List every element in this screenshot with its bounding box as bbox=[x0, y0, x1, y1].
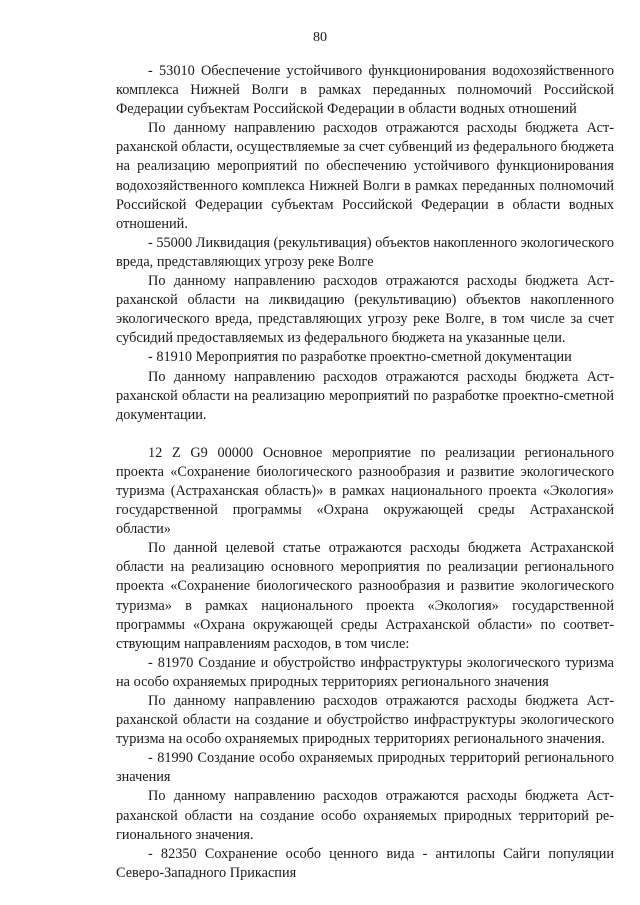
paragraph-53010-heading: - 53010 Обеспечение устойчивого функционирования водохозяйственного комплекса Нижней Волги в рамках переданных полномочий Российской Федерации субъектам Российской Федерации в области водных отношений bbox=[116, 63, 614, 118]
paragraph-81990-description: По данному направлению расходов отражаются расходы бюджета Астраханской области на создание особо охраняемых природных территорий регионального значения. bbox=[116, 788, 614, 843]
paragraph-81970-description: По данному направлению расходов отражаются расходы бюджета Астраханской области на создание и обустройство инфраструктуры экологического туризма на особо охраняемых природных территориях регионального значения. bbox=[116, 693, 614, 748]
paragraph-55000-heading: - 55000 Ликвидация (рекультивация) объектов накопленного экологического вреда, представляющих угрозу реке Волге bbox=[116, 234, 614, 270]
paragraph-81910-description: По данному направлению расходов отражаются расходы бюджета Астраханской области на реализацию мероприятий по разработке проектно-сметной документации. bbox=[116, 368, 614, 423]
document-body bbox=[116, 62, 614, 883]
paragraph-81970-heading: - 81970 Создание и обустройство инфраструктуры экологического туризма на особо охраняемых природных территориях регионального значения bbox=[116, 654, 614, 690]
paragraph-12zg9-description: По данной целевой статье отражаются расходы бюджета Астраханской области на реализацию основного мероприятия по реализации регионального проекта «Сохранение биологического разнообразия и развитие экологического туризма» в рамках национального проекта «Экология» государственной программы «Охрана окружающей среды Астраханской области» по соответствующим направлениям расходов, в том числе: bbox=[116, 540, 614, 652]
paragraph-12zg9-heading: 12 Z G9 00000 Основное мероприятие по реализации регионального проекта «Сохранение биологического разнообразия и развитие экологического туризма (Астраханская область)» в рамках национального проекта «Экология» государственной программы «Охрана окружающей среды Астраханской области» bbox=[116, 444, 614, 538]
paragraph-53010-description: По данному направлению расходов отражаются расходы бюджета Астраханской области, осуществляемые за счет субвенций из федерального бюджета на реализацию мероприятий по обеспечению устойчивого функционирования водохозяйственного комплекса Нижней Волги в рамках переданных полномочий Российской Федерации субъектам Российской Федерации в области водных отношений. bbox=[116, 120, 614, 232]
page-number: 80 bbox=[313, 30, 327, 45]
paragraph-81990-heading: - 81990 Создание особо охраняемых природных территорий регионального значения bbox=[116, 750, 614, 786]
paragraph-55000-description: По данному направлению расходов отражаются расходы бюджета Астраханской области на ликвидацию (рекультивацию) объектов накопленного экологического вреда, представляющих угрозу реке Волге, в том числе за счет субсидий предоставляемых из федерального бюджета на указанные цели. bbox=[116, 273, 614, 347]
paragraph-81910-heading: - 81910 Мероприятия по разработке проектно-сметной документации bbox=[148, 349, 572, 366]
paragraph-82350-heading: - 82350 Сохранение особо ценного вида - антилопы Сайги популяции Северо-Западного Прикаспия bbox=[116, 845, 614, 881]
